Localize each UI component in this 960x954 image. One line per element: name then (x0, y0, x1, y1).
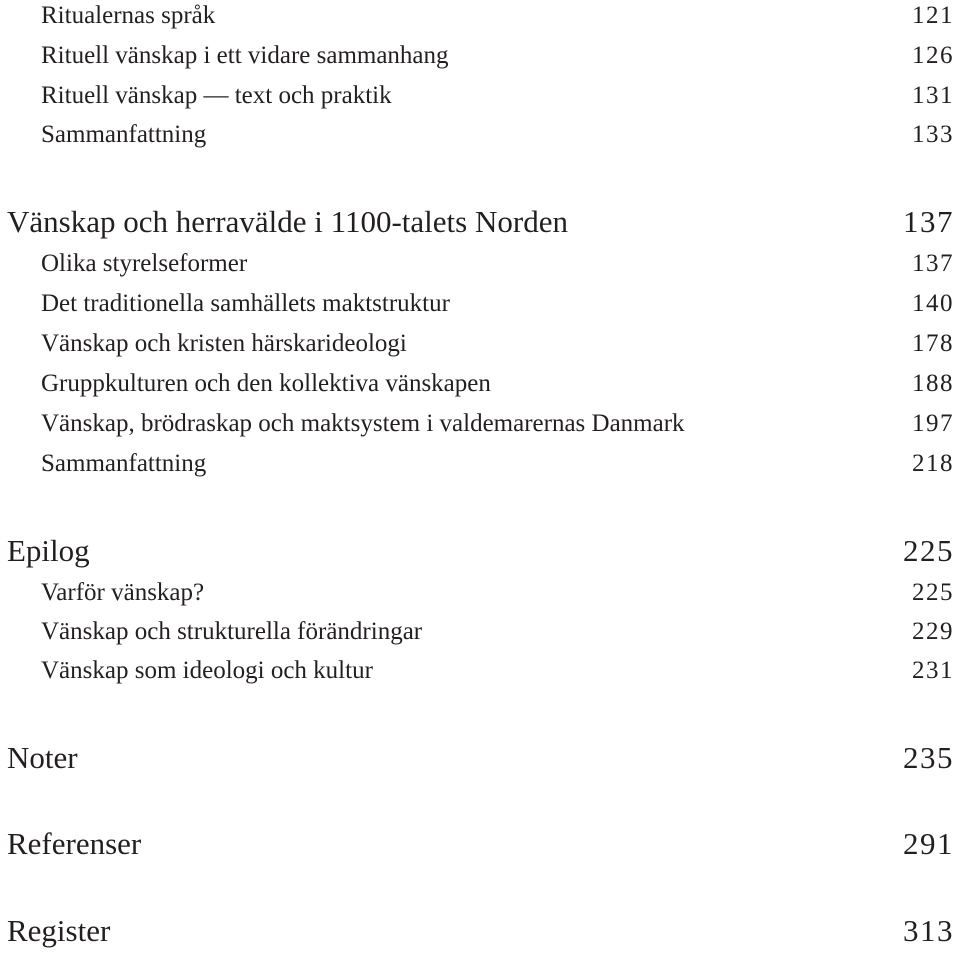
toc-entry-page: 218 (912, 450, 954, 477)
toc-entry (0, 370, 960, 402)
toc-entry (0, 250, 960, 282)
toc-entry-title: Sammanfattning (41, 121, 207, 148)
toc-entry-title: Gruppkulturen och den kollektiva vänskapen (41, 370, 491, 397)
toc-chapter-page: 291 (903, 826, 954, 861)
toc-chapter-page: 235 (903, 740, 954, 775)
toc-entry (0, 450, 960, 482)
toc-chapter-title: Vänskap och herravälde i 1100-talets Norden (7, 204, 568, 239)
toc-entry (0, 121, 960, 153)
toc-entry-page: 126 (912, 42, 954, 69)
toc-entry-page: 197 (912, 410, 954, 437)
toc-entry (0, 657, 960, 689)
toc-entry-title: Rituell vänskap — text och praktik (41, 82, 392, 109)
toc-entry (0, 290, 960, 322)
toc-entry-title: Vänskap, brödraskap och maktsystem i valdemarernas Danmark (41, 410, 685, 437)
toc-entry-title: Vänskap som ideologi och kultur (41, 657, 373, 684)
toc-entry-title: Varför vänskap? (41, 579, 205, 606)
toc-entry (0, 579, 960, 611)
toc-entry-title: Olika styrelseformer (41, 250, 248, 277)
toc-entry-page: 229 (912, 618, 954, 645)
toc-entry-page: 140 (912, 290, 954, 317)
toc-chapter-page: 137 (903, 204, 954, 239)
toc-chapter-title: Referenser (7, 826, 142, 861)
toc-chapter (0, 913, 960, 951)
toc-entry-page: 225 (912, 579, 954, 606)
toc-entry (0, 410, 960, 442)
toc-entry-page: 133 (912, 121, 954, 148)
toc-chapter-title: Register (7, 913, 111, 948)
toc-chapter (0, 204, 960, 242)
toc-chapter-title: Epilog (7, 533, 90, 568)
toc-entry (0, 82, 960, 114)
toc-entry (0, 42, 960, 74)
toc-entry-title: Vänskap och strukturella förändringar (41, 618, 423, 645)
toc-entry-page: 231 (912, 657, 954, 684)
toc-entry-page: 137 (912, 250, 954, 277)
toc-entry-page: 121 (912, 2, 954, 29)
toc-entry-title: Det traditionella samhällets maktstruktur (41, 290, 450, 317)
toc-chapter (0, 826, 960, 864)
toc-entry (0, 618, 960, 650)
toc-entry-title: Sammanfattning (41, 450, 207, 477)
toc-chapter (0, 740, 960, 778)
toc-chapter-title: Noter (7, 740, 78, 775)
toc-chapter-page: 225 (903, 533, 954, 568)
toc-entry-title: Ritualernas språk (41, 2, 216, 29)
toc-entry (0, 330, 960, 362)
toc-chapter (0, 533, 960, 571)
toc-entry-title: Vänskap och kristen härskarideologi (41, 330, 407, 357)
toc-entry-title: Rituell vänskap i ett vidare sammanhang (41, 42, 449, 69)
toc-entry-page: 188 (912, 370, 954, 397)
toc-chapter-page: 313 (903, 913, 954, 948)
toc-entry-page: 178 (912, 330, 954, 357)
toc-entry (0, 2, 960, 34)
toc-entry-page: 131 (912, 82, 954, 109)
